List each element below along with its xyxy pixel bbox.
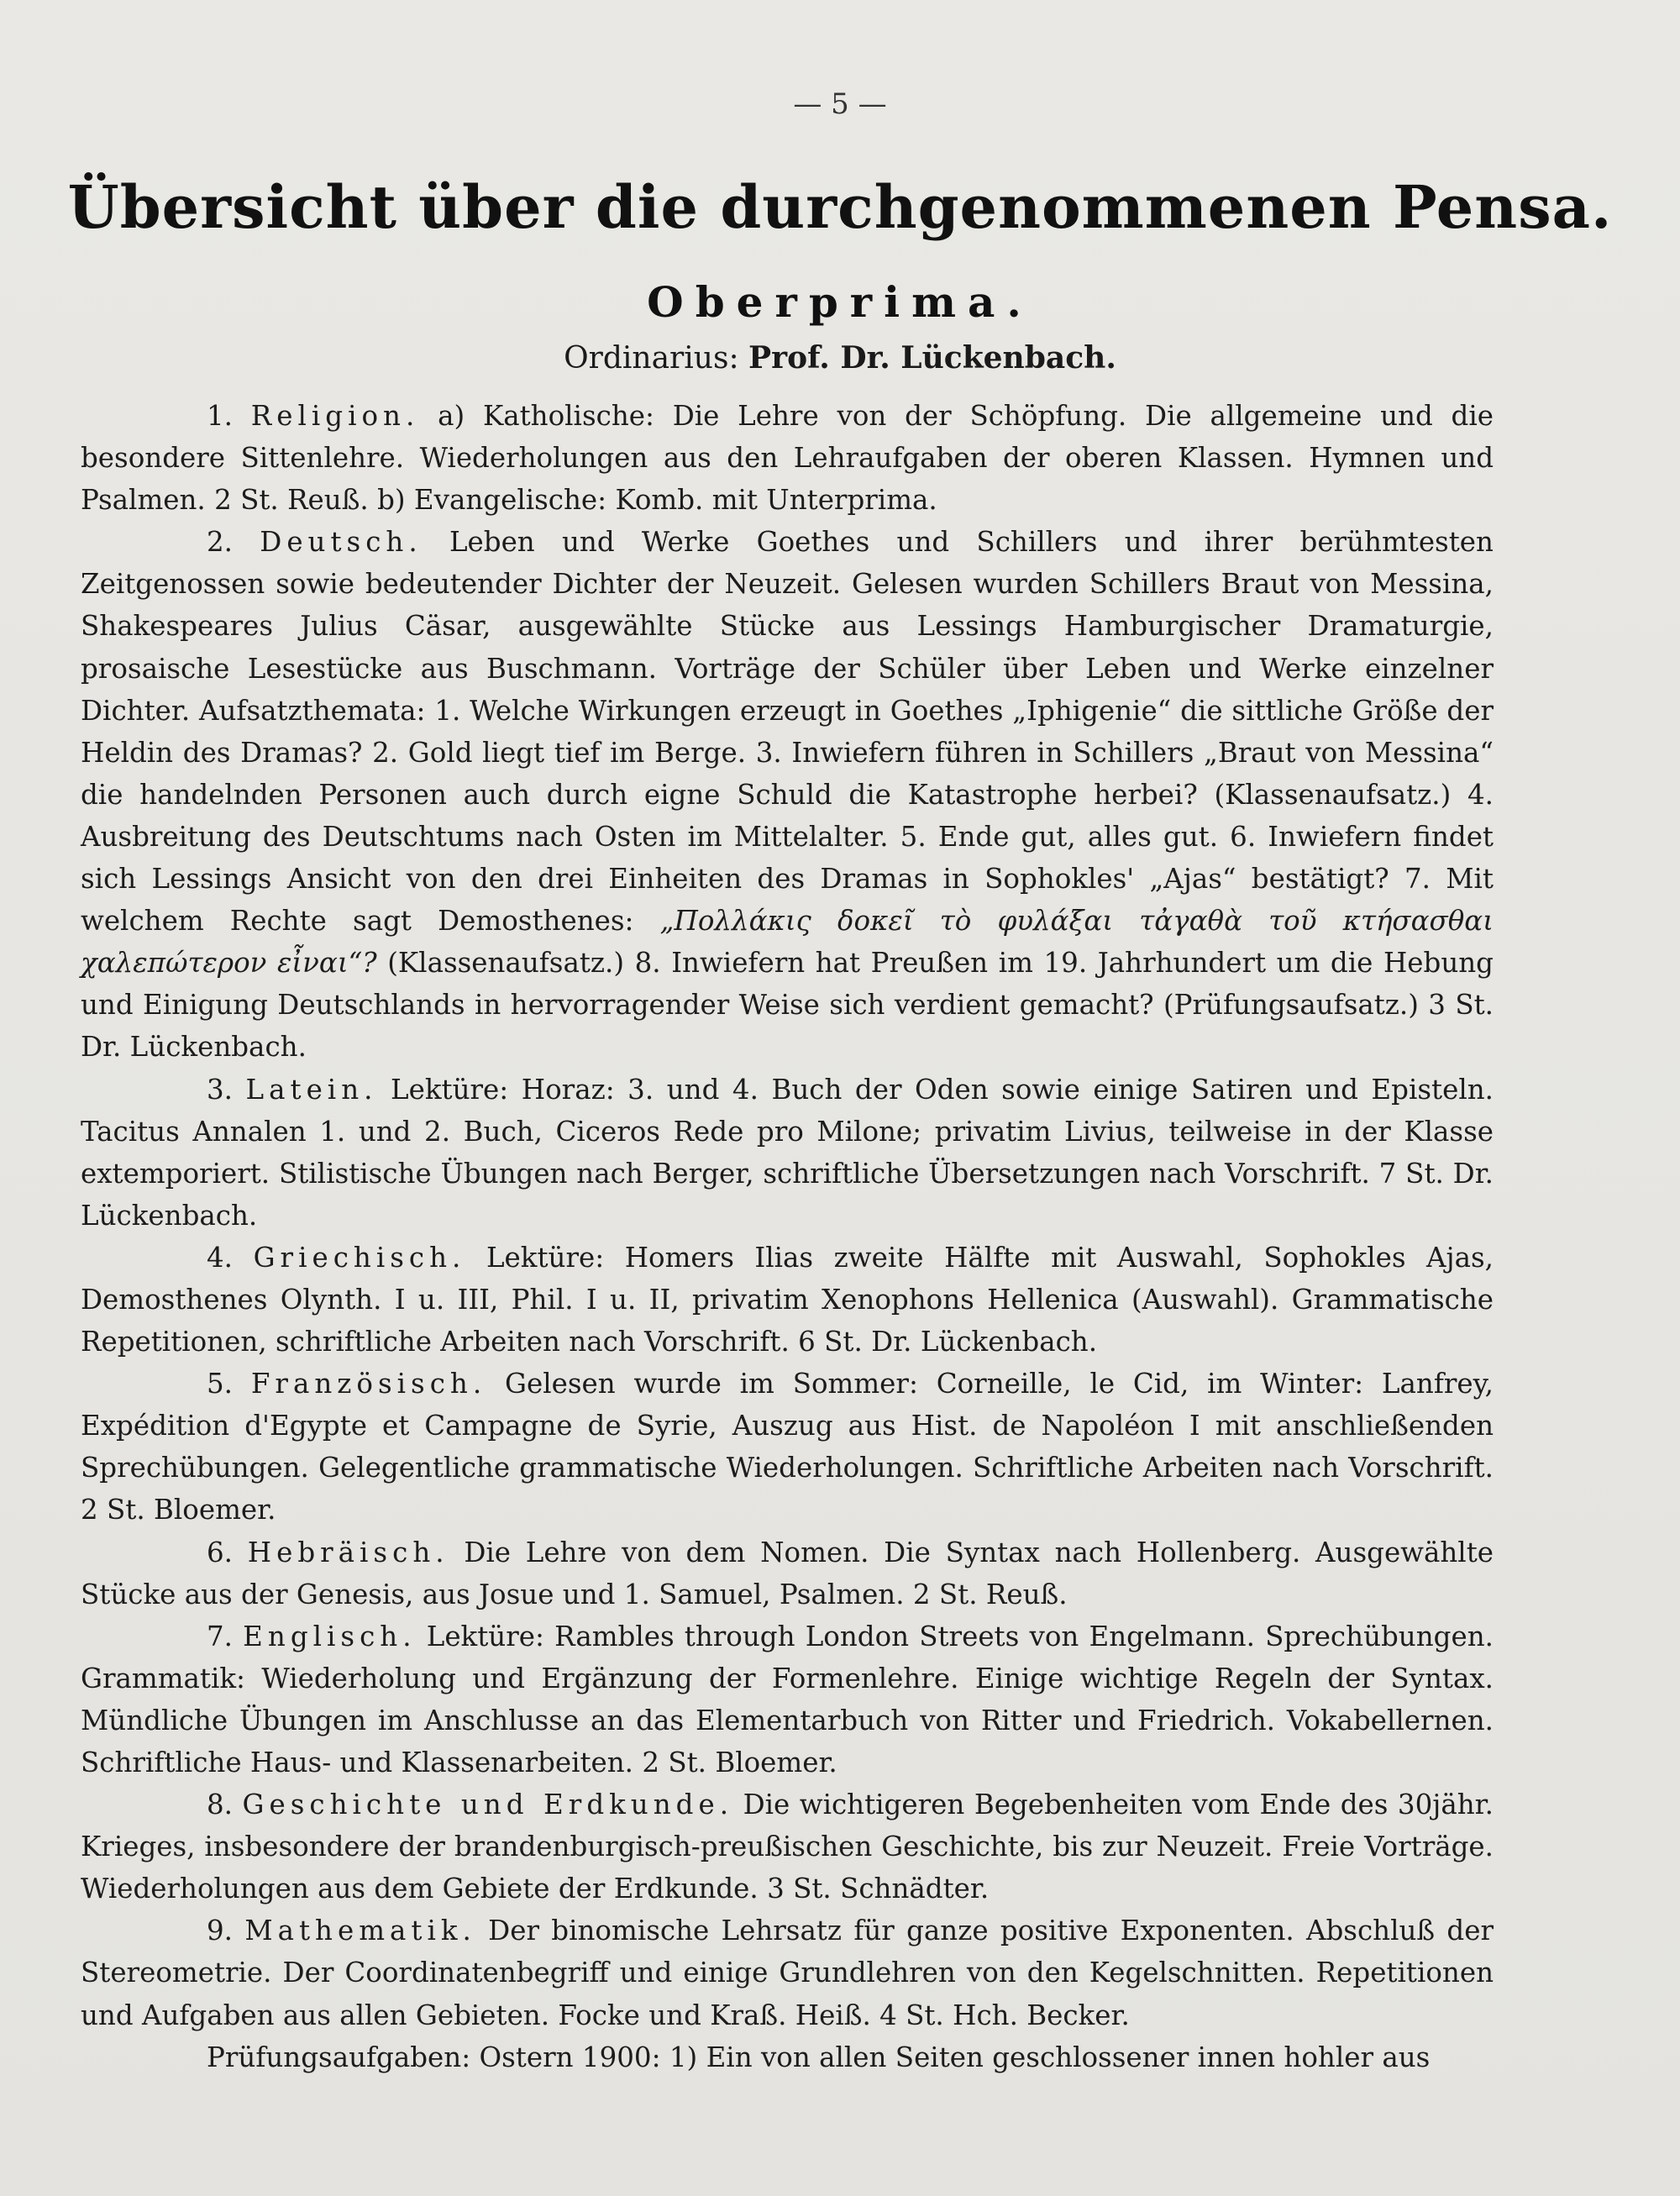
subject-griechisch: [81, 1237, 1494, 1363]
subject-number: 6.: [207, 1536, 234, 1568]
subject-latein: [81, 1069, 1494, 1237]
subject-deutsch: [81, 521, 1494, 1068]
subject-number: 7.: [207, 1620, 234, 1652]
page-number: — 5 —: [793, 87, 887, 121]
greek-quote: „Πολλάκις δοκεῖ τὸ φυλάξαι τἀγαθὰ τοῦ κτήσασθαι χαλεπώτερον εἶναι“?: [81, 905, 1494, 980]
subject-geschichte: [81, 1784, 1494, 1910]
subject-text: a) Katholische: Die Lehre von der Schöpfung. Die allgemeine und die besondere Sittenlehre. Wiederholungen aus den Lehraufgaben der oberen Klassen. Hymnen und Psalmen. 2 St. Reuß. b) Evangelische: Komb. mit Unterprima.: [81, 400, 1494, 517]
subject-franzoesisch: [81, 1363, 1494, 1531]
subject-name: Englisch.: [243, 1620, 417, 1652]
subject-name: Latein.: [245, 1073, 378, 1106]
subject-text: Lektüre: Rambles through London Streets von Engelmann. Sprechübungen. Grammatik: Wiederholung und Ergänzung der Formenlehre. Einige wichtige Regeln der Syntax. Mündliche Übungen im Anschlusse an das Elementarbuch von Ritter und Friedrich. Vokabellernen. Schriftliche Haus- und Klassenarbeiten. 2 St. Bloemer.: [81, 1620, 1494, 1778]
ordinarius-label: Ordinarius:: [564, 341, 739, 376]
subject-name: Deutsch.: [260, 526, 423, 559]
subject-hebraeisch: [81, 1531, 1494, 1615]
subject-number: 1.: [207, 400, 234, 432]
subject-name: Geschichte und Erdkunde.: [242, 1789, 734, 1821]
subject-text: Gelesen wurde im Sommer: Corneille, le Cid, im Winter: Lanfrey, Expédition d'Egypte et Campagne de Syrie, Auszug aus Hist. de Napoléon I mit anschließenden Sprechübungen. Gelegentliche grammatische Wiederholungen. Schriftliche Arbeiten nach Vorschrift. 2 St. Bloemer.: [81, 1368, 1494, 1526]
subject-number: 5.: [207, 1368, 234, 1400]
subject-number: 2.: [207, 526, 234, 559]
subject-name: Französisch.: [250, 1368, 487, 1400]
subject-number: 9.: [207, 1915, 234, 1947]
subject-text: Leben und Werke Goethes und Schillers und ihrer berühmtesten Zeitgenossen sowie bedeutender Dichter der Neuzeit. Gelesen wurden Schillers Braut von Messina, Shakespeares Julius Cäsar, ausgewählte Stücke aus Lessings Hamburgischer Dramaturgie, prosaische Lesestücke aus Buschmann. Vorträge der Schüler über Leben und Werke einzelner Dichter. Aufsatzthemata: 1. Welche Wirkungen erzeugt in Goethes „Iphigenie“ die sittliche Größe der Heldin des Dramas? 2. Gold liegt tief im Berge. 3. Inwiefern führen in Schillers „Braut von Messina“ die handelnden Personen auch durch eigne Schuld die Katastrophe herbei? (Klassenaufsatz.) 4. Ausbreitung des Deutschtums nach Osten im Mittelalter. 5. Ende gut, alles gut. 6. Inwiefern findet sich Lessings Ansicht von den drei Einheiten des Dramas in Sophokles' „Ajas“ bestätigt? 7. Mit welchem Rechte sagt Demosthenes:: [81, 526, 1494, 938]
subject-text-continued: (Klassenaufsatz.) 8. Inwiefern hat Preußen im 19. Jahrhundert um die Hebung und Einigung Deutschlands in hervorragender Weise sich verdient gemacht? (Prüfungsaufsatz.) 3 St. Dr. Lückenbach.: [81, 947, 1494, 1064]
subject-text: Der binomische Lehrsatz für ganze positive Exponenten. Abschluß der Stereometrie. Der Coordinatenbegriff und einige Grundlehren von den Kegelschnitten. Repetitionen und Aufgaben aus allen Gebieten. Focke und Kraß. Heiß. 4 St. Hch. Becker.: [81, 1915, 1494, 2031]
subject-name: Griechisch.: [253, 1241, 466, 1274]
subject-number: 3.: [207, 1073, 234, 1106]
subject-englisch: [81, 1615, 1494, 1784]
class-heading: Oberprima.: [647, 277, 1033, 327]
pruefungsaufgaben-line: Prüfungsaufgaben: Ostern 1900: 1) Ein von allen Seiten geschlossener innen hohler aus: [207, 2041, 1431, 2073]
subject-name: Religion.: [250, 400, 420, 432]
subject-number: 4.: [207, 1241, 234, 1274]
subject-religion: [81, 395, 1494, 521]
ordinarius-line: [0, 340, 1680, 376]
page-title: Übersicht über die durchgenommenen Pensa.: [67, 172, 1613, 242]
subject-text: Lektüre: Homers Ilias zweite Hälfte mit Auswahl, Sophokles Ajas, Demosthenes Olynth. I u. III, Phil. I u. II, privatim Xenophons Hellenica (Auswahl). Grammatische Repetitionen, schriftliche Arbeiten nach Vorschrift. 6 St. Dr. Lückenbach.: [81, 1241, 1494, 1358]
ordinarius-name: Prof. Dr. Lückenbach.: [748, 340, 1116, 376]
subject-name: Mathematik.: [244, 1915, 476, 1947]
subject-text: Die Lehre von dem Nomen. Die Syntax nach Hollenberg. Ausgewählte Stücke aus der Genesis, aus Josue und 1. Samuel, Psalmen. 2 St. Reuß.: [81, 1536, 1494, 1610]
subject-text: Die wichtigeren Begebenheiten vom Ende des 30jähr. Krieges, insbesondere der brandenburgisch-preußischen Geschichte, bis zur Neuzeit. Freie Vorträge. Wiederholungen aus dem Gebiete der Erdkunde. 3 St. Schnädter.: [81, 1789, 1494, 1905]
subjects-body: [81, 395, 1494, 2078]
subject-number: 8.: [207, 1789, 234, 1821]
subject-mathematik: [81, 1910, 1494, 2036]
subject-text: Lektüre: Horaz: 3. und 4. Buch der Oden sowie einige Satiren und Episteln. Tacitus Annalen 1. und 2. Buch, Ciceros Rede pro Milone; privatim Livius, teilweise in der Klasse extemporiert. Stilistische Übungen nach Berger, schriftliche Übersetzungen nach Vorschrift. 7 St. Dr. Lückenbach.: [81, 1073, 1494, 1232]
subject-name: Hebräisch.: [247, 1536, 449, 1568]
